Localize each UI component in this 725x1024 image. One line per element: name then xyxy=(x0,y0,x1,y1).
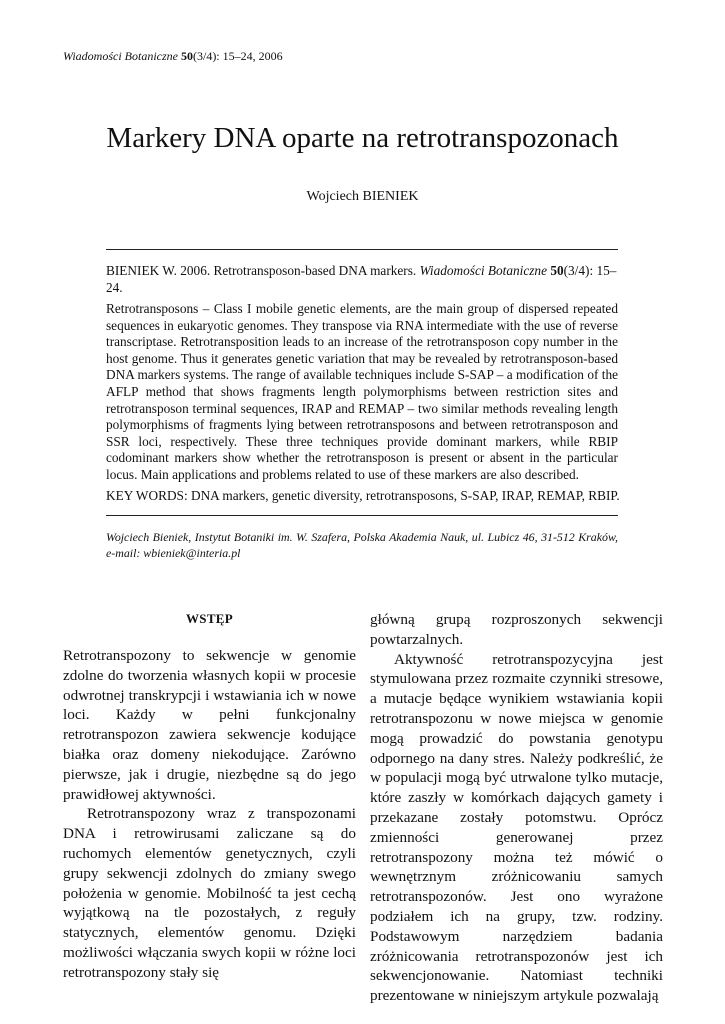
right-column xyxy=(370,610,663,1006)
keywords-text: : DNA markers, genetic diversity, retrotransposons, S-SAP, IRAP, REMAP, RBIP. xyxy=(183,488,620,503)
citation-text: W. 2006. Retrotransposon-based DNA markers. xyxy=(159,263,420,278)
paragraph: główną grupą rozproszonych sekwencji powtarzalnych. xyxy=(370,611,663,648)
citation-pages: (3/4): 15–24. xyxy=(106,263,617,295)
author-first-name: Wojciech xyxy=(306,189,359,204)
keywords xyxy=(106,488,618,505)
keywords-label-initial: K xyxy=(106,488,116,503)
paragraph: Retrotranspozony wraz z transpozonami DNA i retrowirusami zaliczane są do ruchomych elementów genetycznych, czyli grupy sekwencji zdolnych do zmiany swego położenia w genomie. Mobilność ta jest cechą wyjątkową na tle pozostałych, z reguły statycznych, elementów genomu. Dzięki możliwości włączania swych kopii w różne loci retrotranspozony stały się xyxy=(63,805,356,981)
journal-volume: 50 xyxy=(180,49,193,63)
author-last-rest: IENIEK xyxy=(371,189,419,204)
left-column xyxy=(63,646,356,983)
section-heading: WSTĘP xyxy=(185,611,233,626)
journal-issue-pages: (3/4): 15–24, 2006 xyxy=(192,49,283,63)
top-rule xyxy=(106,249,618,250)
keywords-label-rest: EY WORDS xyxy=(115,488,184,503)
citation-journal: Wiadomości Botaniczne xyxy=(419,263,547,278)
citation-author-rest: IENIEK xyxy=(114,263,160,278)
journal-header xyxy=(63,49,283,64)
paragraph: Retrotranspozony to sekwencje w genomie zdolne do tworzenia własnych kopii w procesie odwrotnej transkrypcji i wstawiania ich w nowe loci. Każdy w pełni funkcjonalny retrotranspozon zawiera sekwencje kodujące białka oraz domeny niekodujące. Zarówno pierwsze, jak i drugie, niezbędne są do jego prawidłowej aktywności. xyxy=(63,647,356,803)
article-title: Markery DNA oparte na retrotranspozonach xyxy=(106,122,619,154)
journal-name: Wiadomości Botaniczne xyxy=(63,49,178,63)
author-affiliation: Wojciech Bieniek, Instytut Botaniki im. W. Szafera, Polska Akademia Nauk, ul. Lubicz 46, 31-512 Kraków, e-mail: wbieniek@interia.pl xyxy=(106,530,618,561)
article-author xyxy=(0,189,725,205)
citation xyxy=(106,263,618,296)
abstract: Retrotransposons – Class I mobile genetic elements, are the main group of dispersed repeated sequences in eukaryotic genomes. They transpose via RNA intermediate with the use of reverse transcriptase. Retrotransposition leads to an increase of the retrotransposon copy number in the host genome. Thus it generates genetic variation that may be revealed by retrotransposon-based DNA markers systems. The range of available techniques include S-SAP – a modification of the AFLP method that shows fragments length polymorphisms between restriction sites and retrotransposon terminal sequences, IRAP and REMAP – two similar methods revealing length polymorphisms of fragments lying between retrotransposons and between retrotransposon and SSR loci, respectively. These three techniques provide dominant markers, while RBIP codominant markers show whether the retrotransposon is present or absent in the particular locus. Main applications and problems related to use of these markers are also described. xyxy=(106,301,618,482)
citation-volume: 50 xyxy=(550,263,564,278)
author-last-initial: B xyxy=(362,189,372,204)
paragraph: Aktywność retrotranspozycyjna jest stymulowana przez rozmaite czynniki stresowe, a mutacje będące wynikiem wstawiania kopii retrotranspozonu w nowe miejsca w genomie mogą prowadzić do powstania genotypu odpornego na dany stres. Należy podkreślić, że w populacji mogą być utrwalone tylko mutacje, które zaszły w komórkach dających gamety i przekazane zostały potomstwu. Oprócz zmienności generowanej przez retrotranspozony można też mówić o wewnętrznym zróżnicowaniu samych retrotranspozonów. Jest ono wyrażone podziałem ich na grupy, tzw. rodziny. Podstawowym narzędziem badania zróżnicowania retrotranspozonów jest ich sekwencjonowanie. Natomiast techniki prezentowane w niniejszym artykule pozwalają xyxy=(370,650,663,1005)
citation-author-initial: B xyxy=(106,263,115,278)
bottom-rule xyxy=(106,515,618,516)
